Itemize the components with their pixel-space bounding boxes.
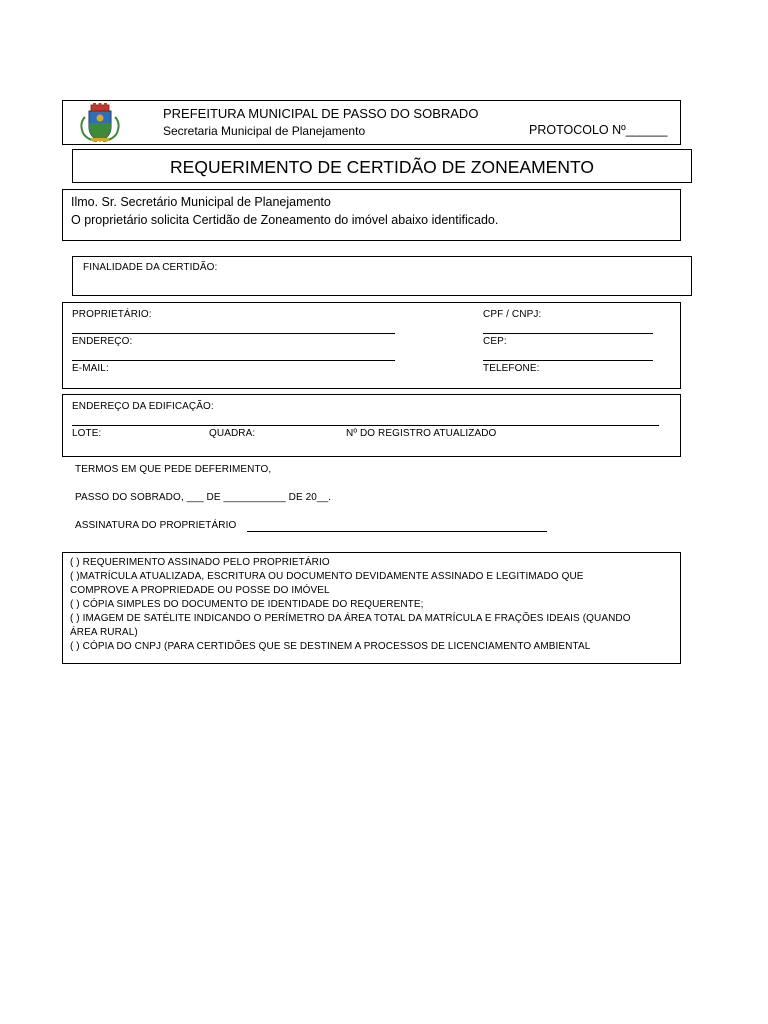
address-field-line[interactable] [72, 360, 395, 361]
title-box [72, 149, 692, 183]
owner-label: PROPRIETÁRIO: [72, 309, 152, 320]
purpose-label: FINALIDADE DA CERTIDÃO: [83, 262, 218, 273]
building-address-line[interactable] [72, 425, 659, 426]
request-text: O proprietário solicita Certidão de Zoneamento do imóvel abaixo identificado. [71, 213, 499, 227]
checklist-box [62, 552, 681, 664]
checklist-item[interactable]: ( )MATRÍCULA ATUALIZADA, ESCRITURA OU DOCUMENTO DEVIDAMENTE ASSINADO E LEGITIMADO QUE [70, 571, 584, 582]
department-name: Secretaria Municipal de Planejamento [163, 124, 366, 138]
header-box [62, 100, 681, 145]
purpose-box[interactable] [72, 256, 692, 296]
checklist-item[interactable]: ( ) CÓPIA SIMPLES DO DOCUMENTO DE IDENTIDADE DO REQUERENTE; [70, 599, 424, 610]
building-box [62, 394, 681, 457]
checklist-item-continuation: ÁREA RURAL) [70, 627, 138, 638]
phone-label: TELEFONE: [483, 363, 540, 374]
cep-field-line[interactable] [483, 360, 653, 361]
signature-line[interactable] [247, 531, 547, 532]
block-label: QUADRA: [209, 428, 256, 439]
municipal-coat-of-arms-icon [77, 103, 123, 143]
owner-box [62, 302, 681, 389]
registry-label: Nº DO REGISTRO ATUALIZADO [346, 428, 497, 439]
terms-text: TERMOS EM QUE PEDE DEFERIMENTO, [75, 464, 272, 475]
intro-box [62, 189, 681, 241]
cep-label: CEP: [483, 336, 507, 347]
page-title: REQUERIMENTO DE CERTIDÃO DE ZONEAMENTO [170, 157, 594, 177]
owner-field-line[interactable] [72, 333, 395, 334]
signature-label: ASSINATURA DO PROPRIETÁRIO [75, 520, 237, 531]
checklist-item[interactable]: ( ) CÓPIA DO CNPJ (PARA CERTIDÕES QUE SE DESTINEM A PROCESSOS DE LICENCIAMENTO AMBIENTAL [70, 641, 591, 652]
checklist-item[interactable]: ( ) IMAGEM DE SATÉLITE INDICANDO O PERÍMETRO DA ÁREA TOTAL DA MATRÍCULA E FRAÇÕES IDEAIS (QUANDO [70, 613, 631, 624]
salutation-text: Ilmo. Sr. Secretário Municipal de Planejamento [71, 195, 331, 209]
checklist-item[interactable]: ( ) REQUERIMENTO ASSINADO PELO PROPRIETÁRIO [70, 557, 330, 568]
address-label: ENDEREÇO: [72, 336, 133, 347]
municipality-name: PREFEITURA MUNICIPAL DE PASSO DO SOBRADO [163, 106, 479, 121]
lot-label: LOTE: [72, 428, 102, 439]
cpf-label: CPF / CNPJ: [483, 309, 542, 320]
building-address-label: ENDEREÇO DA EDIFICAÇÃO: [72, 401, 214, 412]
cpf-field-line[interactable] [483, 333, 653, 334]
protocol-field[interactable]: PROTOCOLO Nº______ [529, 123, 668, 137]
date-line[interactable]: PASSO DO SOBRADO, ___ DE ___________ DE 20__. [75, 492, 332, 503]
email-label: E-MAIL: [72, 363, 109, 374]
checklist-item-continuation: COMPROVE A PROPRIEDADE OU POSSE DO IMÓVEL [70, 585, 330, 596]
